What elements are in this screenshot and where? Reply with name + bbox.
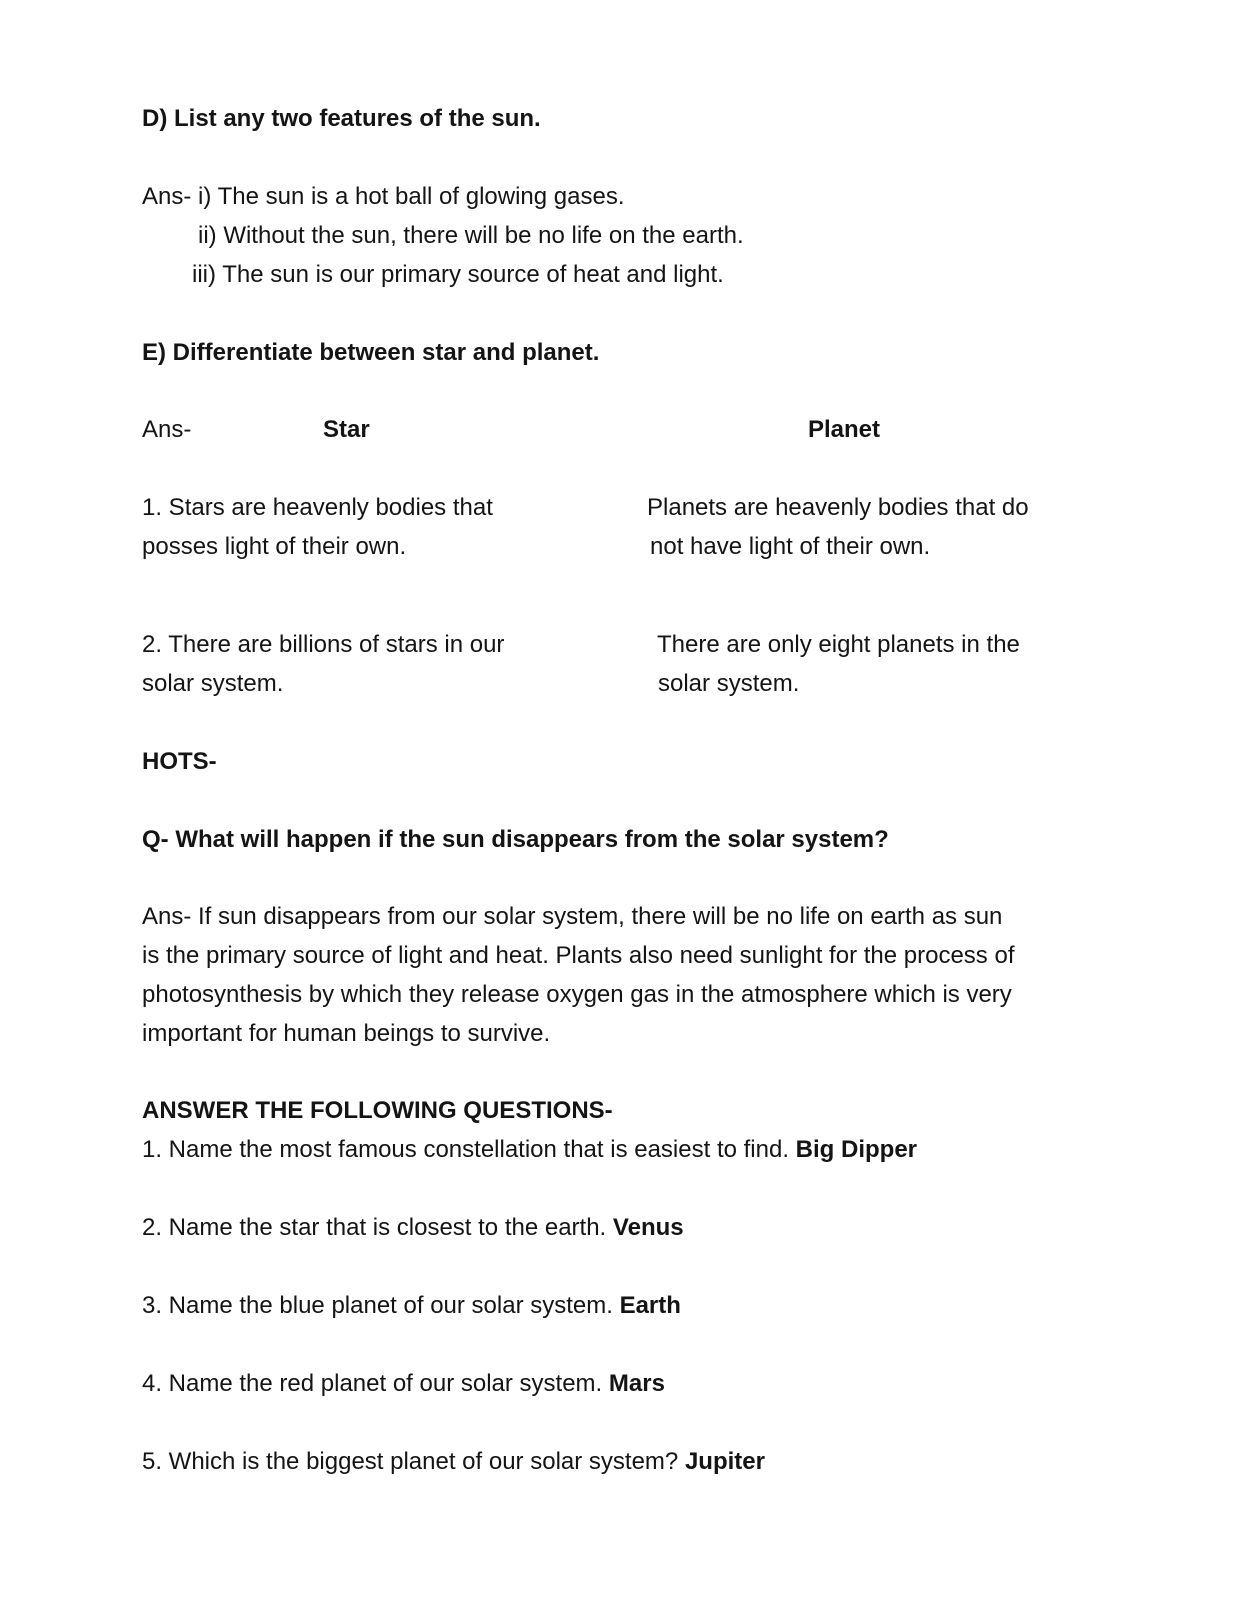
star-row-2-line-2: solar system. xyxy=(142,670,284,697)
answer-d-item: ii) Without the sun, there will be no life on the earth. xyxy=(198,222,744,249)
question-item-2 xyxy=(142,1213,684,1243)
answer-text: Big Dipper xyxy=(795,1136,918,1163)
ans-label-e: Ans- xyxy=(142,416,192,443)
question-item-3 xyxy=(142,1291,681,1321)
answer-text: Earth xyxy=(619,1292,681,1319)
hots-answer-line: important for human beings to survive. xyxy=(142,1020,551,1047)
question-text: 2. Name the star that is closest to the earth. xyxy=(142,1214,613,1241)
answer-text: Mars xyxy=(608,1370,665,1397)
star-row-2-line-1: 2. There are billions of stars in our xyxy=(142,631,505,658)
question-text: 4. Name the red planet of our solar system. xyxy=(142,1370,609,1397)
answer-d-item: i) The sun is a hot ball of glowing gases. xyxy=(198,183,625,210)
planet-row-1-line-2: not have light of their own. xyxy=(650,533,931,560)
hots-answer-line: is the primary source of light and heat. Plants also need sunlight for the process of xyxy=(142,942,1015,969)
answer-text: Venus xyxy=(612,1214,684,1241)
answer-following-heading: ANSWER THE FOLLOWING QUESTIONS- xyxy=(142,1097,613,1124)
question-text: 1. Name the most famous constellation that is easiest to find. xyxy=(142,1136,796,1163)
star-row-1-line-1: 1. Stars are heavenly bodies that xyxy=(142,494,493,521)
planet-row-1-line-1: Planets are heavenly bodies that do xyxy=(647,494,1029,521)
question-e: E) Differentiate between star and planet. xyxy=(142,339,600,366)
ans-prefix: Ans- xyxy=(142,183,199,210)
planet-row-2-line-2: solar system. xyxy=(658,670,800,697)
question-item-4 xyxy=(142,1369,665,1399)
hots-answer-line: Ans- If sun disappears from our solar system, there will be no life on earth as sun xyxy=(142,903,1003,930)
question-text: 5. Which is the biggest planet of our solar system? xyxy=(142,1448,685,1475)
hots-heading: HOTS- xyxy=(142,748,217,775)
question-item-5 xyxy=(142,1447,765,1477)
planet-row-2-line-1: There are only eight planets in the xyxy=(657,631,1020,658)
hots-answer-line: photosynthesis by which they release oxygen gas in the atmosphere which is very xyxy=(142,981,1012,1008)
column-header-planet: Planet xyxy=(808,416,881,443)
question-item-1 xyxy=(142,1135,917,1165)
question-text: 3. Name the blue planet of our solar system. xyxy=(142,1292,620,1319)
star-row-1-line-2: posses light of their own. xyxy=(142,533,407,560)
answer-d-item: iii) The sun is our primary source of heat and light. xyxy=(192,261,724,288)
column-header-star: Star xyxy=(323,416,370,443)
hots-question: Q- What will happen if the sun disappears from the solar system? xyxy=(142,826,889,853)
question-d: D) List any two features of the sun. xyxy=(142,105,541,132)
answer-text: Jupiter xyxy=(684,1448,765,1475)
answer-d-line-1 xyxy=(142,182,624,212)
